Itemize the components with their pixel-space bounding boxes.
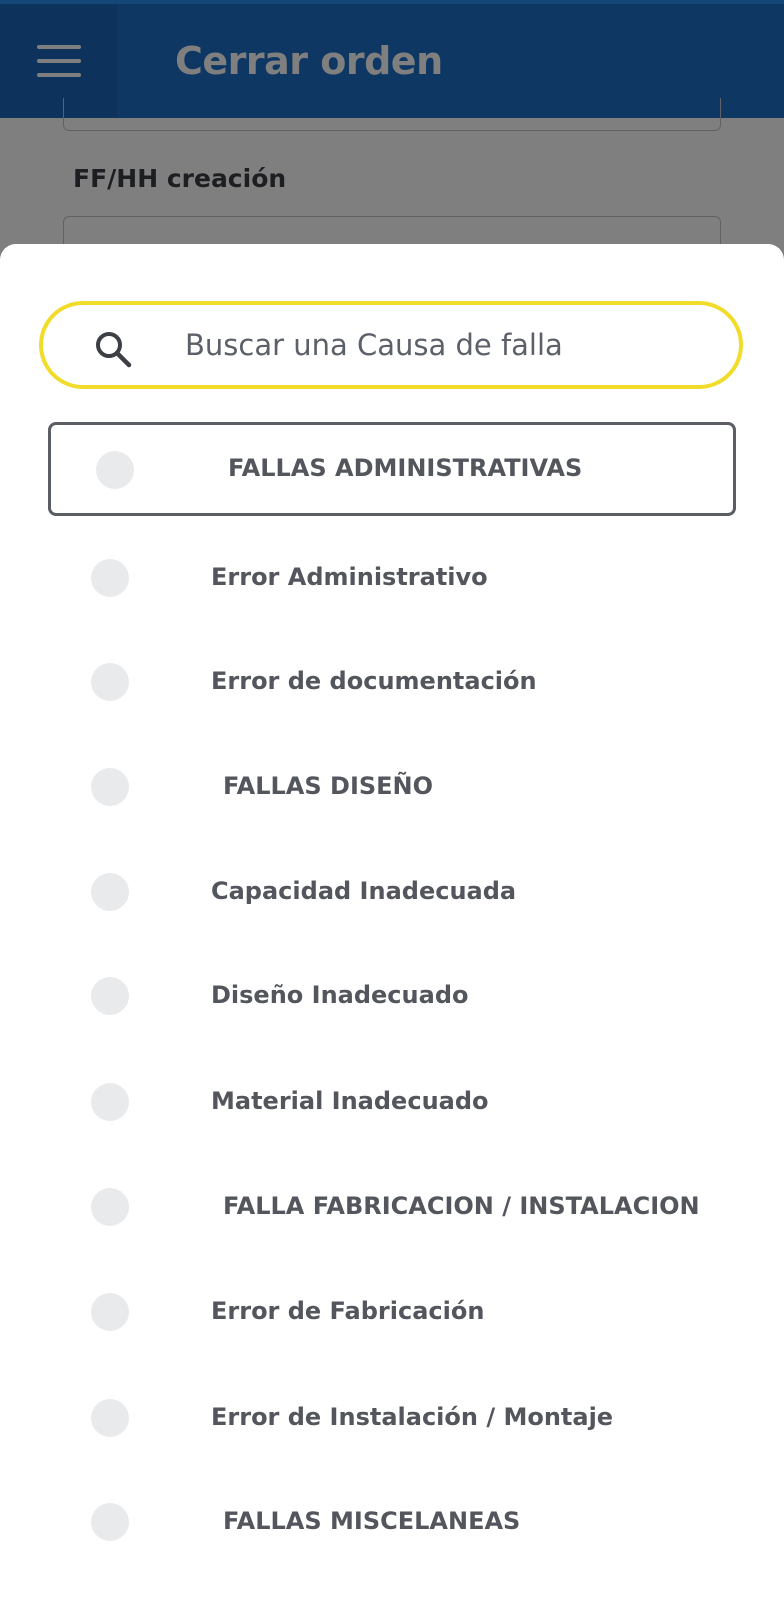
list-item-label: Diseño Inadecuado [211, 981, 469, 1009]
list-item-label: FALLA FABRICACION / INSTALACION [223, 1192, 700, 1220]
radio-button[interactable] [91, 663, 129, 701]
failure-cause-sheet [0, 244, 784, 1600]
list-item-label: Error de Instalación / Montaje [211, 1403, 614, 1431]
list-item-label: Error Administrativo [211, 563, 488, 591]
radio-button[interactable] [91, 1399, 129, 1437]
list-item-fallas-administrativas[interactable] [48, 422, 736, 516]
radio-button[interactable] [91, 1293, 129, 1331]
search-bar[interactable] [39, 301, 743, 389]
radio-button[interactable] [91, 1083, 129, 1121]
list-item-falla-fabricacion-instalacion[interactable] [0, 1159, 784, 1255]
radio-button[interactable] [91, 873, 129, 911]
search-input[interactable] [185, 319, 705, 371]
list-item-label: FALLAS DISEÑO [223, 772, 434, 800]
radio-button[interactable] [91, 1503, 129, 1541]
list-item-label: FALLAS ADMINISTRATIVAS [228, 454, 583, 482]
radio-button[interactable] [91, 768, 129, 806]
list-item-error-de-instalacion-montaje[interactable] [0, 1370, 784, 1466]
list-item-diseno-inadecuado[interactable] [0, 948, 784, 1044]
radio-button[interactable] [91, 1188, 129, 1226]
list-item-fallas-miscelaneas[interactable] [0, 1474, 784, 1570]
list-item-material-inadecuado[interactable] [0, 1054, 784, 1150]
list-item-error-de-documentacion[interactable] [0, 634, 784, 730]
list-item-error-administrativo[interactable] [0, 530, 784, 626]
search-icon [93, 329, 133, 369]
radio-button[interactable] [96, 451, 134, 489]
list-item-fallas-diseno[interactable] [0, 739, 784, 835]
list-item-label: FALLAS MISCELANEAS [223, 1507, 521, 1535]
list-item-label: Error de documentación [211, 667, 537, 695]
list-item-error-de-fabricacion[interactable] [0, 1264, 784, 1360]
list-item-label: Error de Fabricación [211, 1297, 485, 1325]
list-item-capacidad-inadecuada[interactable] [0, 844, 784, 940]
radio-button[interactable] [91, 977, 129, 1015]
list-item-label: Capacidad Inadecuada [211, 877, 517, 905]
radio-button[interactable] [91, 559, 129, 597]
list-item-label: Material Inadecuado [211, 1087, 489, 1115]
